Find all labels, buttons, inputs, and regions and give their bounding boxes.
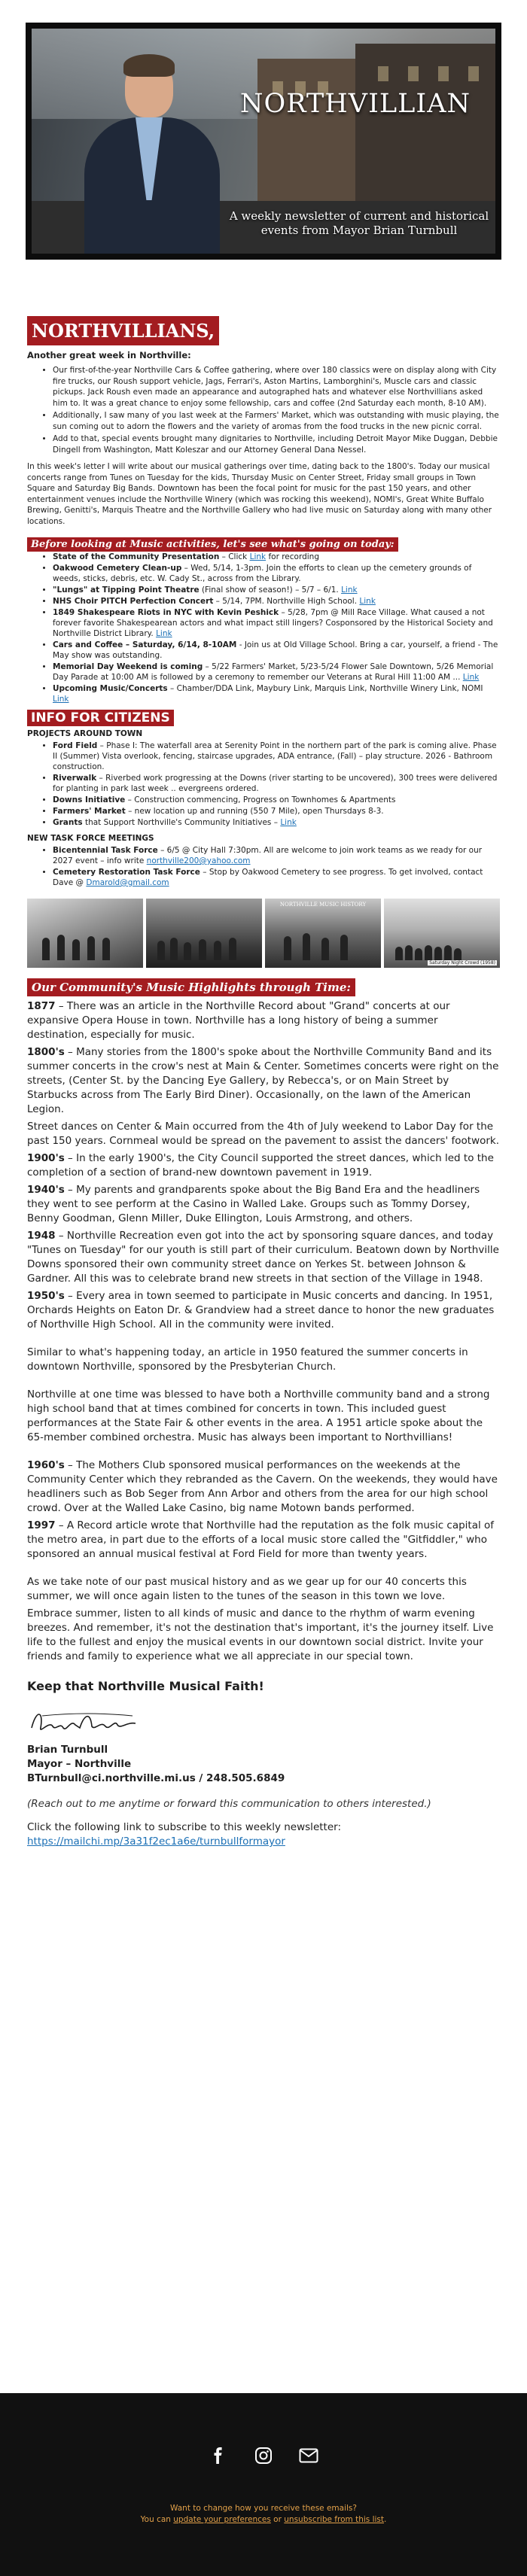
project-text: – Phase I: The waterfall area at Serenity Point in the northern part of the park is coming alive. Phase II (Summer) Vista overlook, fencing, staircase upgrades, ADA entrance, (Fall) – play structure. 2026 - Bathroom construction. (53, 741, 497, 771)
history-paragraph (27, 1120, 500, 1148)
project-title: Downs Initiative (53, 795, 126, 804)
taskforce-title: Cemetery Restoration Task Force (53, 868, 200, 877)
activity-title: 1849 Shakespeare Riots in NYC with Kevin Peshick (53, 608, 279, 617)
project-text: – Construction commencing, Progress on Townhomes & Apartments (125, 795, 396, 804)
taskforce-heading: NEW TASK FORCE MEETINGS (27, 834, 154, 843)
subscribe-link[interactable]: https://mailchi.mp/3a31f2ec1a6e/turnbullformayor (27, 1835, 285, 1848)
footer (0, 2393, 527, 2576)
photo-orchestra (146, 899, 262, 968)
history-paragraph (27, 1519, 500, 1562)
history-paragraph (27, 1183, 500, 1226)
newsletter-subtitle: A weekly newsletter of current and historical events from Mayor Brian Turnbull (229, 209, 489, 237)
activity-text: – 5/22 Farmers' Market, 5/23-5/24 Flower Sale Downtown, 5/26 Memorial Day Parade at 10:00 AM is followed by a ceremony to remember our Veterans at Rural Hill 11:00 AM ... (53, 662, 494, 682)
photo-caption: NORTHVILLE MUSIC HISTORY (279, 902, 367, 908)
history-paragraph (27, 1151, 500, 1180)
history-text: – A Record article wrote that Northville had the reputation as the folk music capital of the metro area, in part due to the efforts of a local music store called the "Gitfiddler," who sponsored an annual musical festival at Ford Field for more than twenty years. (27, 1519, 495, 1560)
closing-line: Keep that Northville Musical Faith! (27, 1679, 264, 1693)
list-item (53, 845, 500, 866)
list-item (53, 552, 500, 562)
news-bullets (27, 365, 500, 455)
history-banner: Our Community's Music Highlights through Time: (27, 978, 355, 996)
list-item: • Our first-of-the-year Northville Cars & Coffee gathering, where over 180 classics were on display along with City fire trucks, our Roush support vehicle, Jags, Ferrari's, Aston Martins, Lamborghini's, Muscle cars and classic pickups. Jack Roush even made an appearance and autographed hats and whatever else Northvillians asked him to. It was a great chance to enjoy some fellowship, cars and coffee (2nd Saturday each month, 8-10 AM). (53, 365, 500, 409)
list-item (53, 683, 500, 704)
activity-title: Oakwood Cemetery Clean-up (53, 564, 182, 573)
history-text: – My parents and grandparents spoke about the Big Band Era and the headliners they went to see perform at the Casino in Walled Lake. Groups such as Tommy Dorsey, Benny Goodman, Glenn Miller, Duke Ellington, Louis Armstrong, and others. (27, 1184, 480, 1224)
project-title: Farmers' Market (53, 807, 126, 816)
footer-line2: You can update your preferences or unsubscribe from this list. (140, 2515, 387, 2524)
mayor-title: Mayor – Northville (27, 1758, 132, 1770)
activity-text: – Wed, 5/14, 1-3pm. Join the efforts to clean up the cemetery grounds of weeds, sticks, debris, etc. W. Cady St., across from the Library. (53, 564, 472, 583)
header-photo (32, 29, 495, 254)
subscribe-block (27, 1820, 500, 1849)
history-year: 1960's (27, 1459, 65, 1471)
history-text: – There was an article in the Northville Record about "Grand" concerts at our expansive Opera House in town. Northville has a long history of being a summer destination, especially for music. (27, 1000, 450, 1041)
mayor-portrait (77, 51, 227, 254)
greeting-banner: NORTHVILLIANS, (27, 316, 219, 345)
project-title: Grants (53, 818, 83, 827)
history-paragraph (27, 1229, 500, 1286)
email-icon[interactable] (299, 2446, 318, 2465)
photo-music-history (265, 899, 381, 968)
instagram-icon[interactable] (254, 2446, 273, 2465)
history-year: 1997 (27, 1519, 56, 1531)
projects-heading: PROJECTS AROUND TOWN (27, 729, 143, 738)
activity-link[interactable]: Link (53, 695, 69, 704)
history-text: Similar to what's happening today, an article in 1950 featured the summer concerts in downtown Northville, sponsored by the Presbyterian Church. (27, 1346, 468, 1373)
history-text: – Many stories from the 1800's spoke about the Northville Community Band and its summer concerts in the crow's nest at Main & Center. Sometimes concerts were right on the streets, (Center St. by the Dancing Eye Gallery, by Rebecca's, or on Main Street by Starbucks across from The Early Bird Diner). Occasionally, on the lawn of the American Legion. (27, 1046, 499, 1115)
history-text: – The Mothers Club sponsored musical performances on the weekends at the Community Center which they rebranded as the Cavern. On the weekends, they would have headliners such as Bob Seger from Ann Arbor and others from the area for our high school crowd. Over at the Walled Lake Casino, big name Motown bands performed. (27, 1459, 498, 1514)
list-item (53, 806, 500, 817)
activity-title: Upcoming Music/Concerts (53, 684, 168, 693)
history-paragraph (27, 1289, 500, 1332)
mayor-name: Brian Turnbull (27, 1744, 108, 1756)
history-year: 1940's (27, 1184, 65, 1196)
list-item (53, 773, 500, 794)
activity-text: – Chamber/DDA Link, Maybury Link, Marquis Link, Northville Winery Link, NOMI (167, 684, 483, 693)
newsletter-body (27, 278, 500, 1849)
mayor-contact: BTurnbull@ci.northville.mi.us / 248.505.6849 (27, 1772, 285, 1784)
taskforce-title: Bicentennial Task Force (53, 846, 158, 855)
project-text: that Support Northville's Community Initiatives – (82, 818, 281, 827)
history-text: – In the early 1900's, the City Council supported the street dances, which led to the completion of a section of brand-new downtown pavement in 1919. (27, 1152, 494, 1179)
photo-street-crowd (384, 899, 500, 968)
citizens-banner: INFO FOR CITIZENS (27, 710, 174, 726)
activity-link[interactable]: Link (156, 629, 172, 638)
activity-link[interactable]: Link (341, 585, 358, 595)
activity-title: "Lungs" at Tipping Point Theatre (53, 585, 200, 595)
activity-link[interactable]: Link (249, 552, 267, 561)
activity-link[interactable]: Link (462, 673, 480, 682)
list-item (53, 795, 500, 805)
list-item: • Add to that, special events brought many dignitaries to Northville, including Detroit Mayor Mike Duggan, Debbie Dingell from Washington, Matt Koleszar and our Attorney General Dana Nessel. (53, 433, 500, 455)
update-preferences-link[interactable]: update your preferences (173, 2515, 271, 2524)
projects-list (27, 741, 500, 828)
footer-text (0, 2503, 527, 2526)
project-title: Riverwalk (53, 774, 97, 783)
list-item (53, 640, 500, 661)
activity-text: - Join us at Old Village School. Bring a car, yourself, a friend - The May show was outstanding. (53, 640, 498, 660)
list-item (53, 607, 500, 639)
intro-paragraph: In this week's letter I will write about our musical gatherings over time, dating back to the 1800's. Today our musical concerts range from Tunes on Tuesday for the kids, Thursday Music on Center Street, Friday small groups in Town Square and Saturday Big Bands. Downtown has been the focal point for music for the past 150 years, and other entertainment venues include the Northville Winery (which was rocking this weekend), NOMI's, Great White Buffalo Brewing, Genitti's, Marquis Theatre and the Northville Gallery who had live music on Saturday along with many other locations. (27, 462, 492, 526)
signature-image (27, 1705, 140, 1738)
list-item (53, 596, 500, 607)
list-item (53, 585, 500, 595)
activity-text: – 5/14, 7PM. Northville High School. (213, 597, 360, 606)
list-item (53, 867, 500, 888)
taskforce-list (27, 845, 500, 888)
list-item (53, 817, 500, 828)
project-text: – new location up and running (550 7 Mile), open Thursdays 8-3. (125, 807, 384, 816)
history-year: 1950's (27, 1290, 65, 1302)
project-text: – Riverbed work progressing at the Downs (river starting to be uncovered), 300 trees were delivered for planting in park last week .. evergreens ordered. (53, 774, 498, 793)
history-paragraph (27, 1045, 500, 1117)
history-text: As we take note of our past musical history and as we gear up for our 40 concerts this summer, we will once again listen to the tunes of the season in this town we love. (27, 1576, 467, 1602)
taskforce-text: – 6/5 @ City Hall 7:30pm. All are welcome to join work teams as we ready for our 2027 event – info write (53, 846, 483, 865)
history-section (27, 999, 500, 1664)
list-item: • Additionally, I saw many of you last week at the Farmers' Market, which was outstanding with music playing, the sun coming out to adorn the flowers and the variety of aromas from the food trucks in the new picnic corral. (53, 410, 500, 432)
header (0, 0, 527, 277)
list-item (53, 741, 500, 772)
project-link[interactable]: Link (280, 818, 297, 827)
taskforce-text: – Stop by Oakwood Cemetery to see progress. To get involved, contact Dave @ (53, 868, 483, 887)
header-banner (26, 23, 501, 260)
greeting-intro: Another great week in Northville: (27, 350, 191, 360)
history-text: Embrace summer, listen to all kinds of music and dance to the rhythm of warm evening breezes. And remember, it's not the destination that's important, it's the journey itself. Live life to the fullest and enjoy the musical events in our downtown social district. Invite your friends and family to experience what we all appreciate in our special town. (27, 1607, 494, 1662)
activities-banner: Before looking at Music activities, let's see what's going on today: (27, 537, 398, 552)
history-text: – Northville Recreation even got into the act by sponsoring square dances, and today "Tunes on Tuesday" for our youth is still part of their curriculum. Beatown down by Northville Downs sponsored their own community street dance on Yerkes St. between Johnson & Gardner. All this was to celebrate brand new streets in that section of the Village in 1948. (27, 1230, 499, 1285)
activity-title: Memorial Day Weekend is coming (53, 662, 203, 671)
history-text: Street dances on Center & Main occurred from the 4th of July weekend to Labor Day for the past 150 years. Cornmeal would be spread on the pavement to assist the dancers' footwork. (27, 1121, 500, 1147)
signature-block (27, 1743, 500, 1786)
activity-title: State of the Community Presentation (53, 552, 220, 561)
history-paragraph (27, 1607, 500, 1664)
activity-title: Cars and Coffee – Saturday, 6/14, 8-10AM (53, 640, 237, 649)
activity-text: – 5/28, 7pm @ Mill Race Village. What caused a not forever favorite Shakespearean actors and what impact still lingers? Cosponsored by the Historical Society and Northville District Library. (53, 608, 493, 638)
history-year: 1877 (27, 1000, 56, 1012)
list-item (53, 661, 500, 683)
activity-text: for recording (266, 552, 319, 561)
activity-text: – Click (219, 552, 250, 561)
reach-out-note: (Reach out to me anytime or forward this communication to others interested.) (27, 1798, 431, 1810)
activities-list (27, 552, 500, 704)
history-text: Northville at one time was blessed to have both a Northville community band and a strong high school band that at times combined for concerts in town. This included guest performances at the State Fair & other events in the area. A 1951 article spoke about the 65-member combined orchestra. Music has always been important to Northvillians! (27, 1388, 490, 1443)
history-paragraph (27, 1458, 500, 1516)
activity-title: NHS Choir PITCH Perfection Concert (53, 597, 214, 606)
photo-strip (27, 899, 500, 968)
list-item (53, 563, 500, 584)
subscribe-text: Click the following link to subscribe to this weekly newsletter: (27, 1821, 341, 1833)
history-year: 1800's (27, 1046, 65, 1058)
photo-band (27, 899, 143, 968)
newsletter-title: NORTHVILLIAN (239, 89, 471, 119)
activity-link[interactable]: Link (359, 597, 376, 606)
history-paragraph (27, 1388, 500, 1445)
activity-text: (Final show of season!) – 5/7 – 6/1. (199, 585, 342, 595)
history-paragraph (27, 999, 500, 1042)
history-year: 1900's (27, 1152, 65, 1164)
history-year: 1948 (27, 1230, 56, 1242)
photo-caption: Saturday Night Crowd (1958) (429, 960, 495, 966)
unsubscribe-link[interactable]: unsubscribe from this list (284, 2515, 384, 2524)
history-text: – Every area in town seemed to participate in Music concerts and dancing. In 1951, Orchards Heights on Eaton Dr. & Grandview had a street dance to honor the new graduates of Northville High School. All in the community were invited. (27, 1290, 495, 1331)
project-title: Ford Field (53, 741, 98, 750)
facebook-icon[interactable] (209, 2446, 228, 2465)
footer-line1: Want to change how you receive these emails? (170, 2504, 357, 2513)
history-paragraph (27, 1575, 500, 1604)
social-icons (0, 2446, 527, 2465)
taskforce-link[interactable]: northville200@yahoo.com (146, 856, 251, 865)
taskforce-link[interactable]: Dmarold@gmail.com (86, 878, 169, 887)
history-paragraph (27, 1346, 500, 1374)
